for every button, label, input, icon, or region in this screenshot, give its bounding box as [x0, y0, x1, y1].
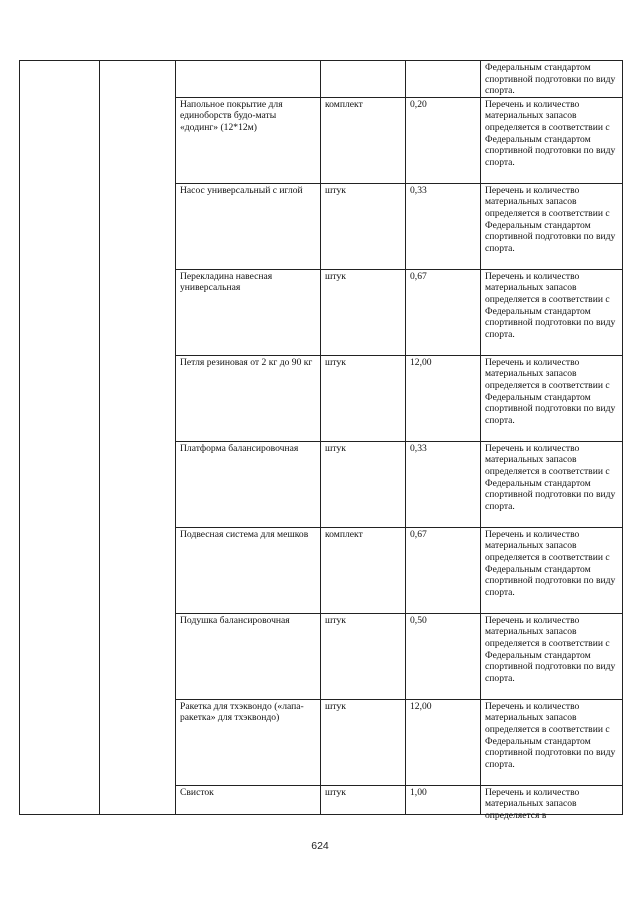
item-name-text: Напольное покрытие для единоборств будо-маты «додинг» (12*12м): [180, 98, 283, 133]
unit-text: комплект: [325, 528, 363, 540]
unit-cell: [321, 441, 406, 527]
note-text: Перечень и количество материальных запасов определяется в соответствии с Федеральным стандартом спортивной подготовки по виду спорта.: [485, 98, 616, 168]
unit-cell: [321, 527, 406, 613]
item-name-text: Ракетка для тхэквондо («лапа-ракетка» для тхэквондо): [180, 700, 304, 724]
unit-cell: [321, 613, 406, 699]
unit-cell: [321, 785, 406, 814]
item-name-text: Платформа балансировочная: [180, 442, 299, 454]
unit-text: штук: [325, 700, 346, 712]
note-cell: [481, 613, 623, 699]
quantity-cell: [406, 183, 481, 269]
note-text: Перечень и количество материальных запасов определяется в соответствии с Федеральным стандартом спортивной подготовки по виду спорта.: [485, 614, 616, 684]
item-name-cell: [176, 527, 321, 613]
quantity-cell: [406, 699, 481, 785]
unit-cell: [321, 699, 406, 785]
inventory-table: [19, 60, 623, 821]
note-cell: [481, 699, 623, 785]
note-text: Перечень и количество материальных запасов определяется в: [485, 786, 580, 821]
item-name-cell: [176, 97, 321, 183]
item-name-text: Насос универсальный с иглой: [180, 184, 303, 196]
note-cell: [481, 269, 623, 355]
note-text: Перечень и количество материальных запасов определяется в соответствии с Федеральным стандартом спортивной подготовки по виду спорта.: [485, 356, 616, 426]
quantity-cell: [406, 785, 481, 814]
quantity-text: 12,00: [410, 700, 432, 712]
note-cell: [481, 183, 623, 269]
quantity-cell: [406, 97, 481, 183]
unit-cell: [321, 355, 406, 441]
quantity-cell: [406, 61, 481, 98]
item-name-cell: [176, 785, 321, 814]
table-row-continuation: [20, 61, 623, 98]
item-name-cell: [176, 61, 321, 98]
note-text: Перечень и количество материальных запасов определяется в соответствии с Федеральным стандартом спортивной подготовки по виду спорта.: [485, 270, 616, 340]
note-text: Перечень и количество материальных запасов определяется в соответствии с Федеральным стандартом спортивной подготовки по виду спорта.: [485, 442, 616, 512]
note-cell: [481, 527, 623, 613]
quantity-cell: [406, 613, 481, 699]
item-name-text: Подвесная система для мешков: [180, 528, 309, 540]
quantity-cell: [406, 441, 481, 527]
unit-cell: [321, 269, 406, 355]
note-text: Перечень и количество материальных запасов определяется в соответствии с Федеральным стандартом спортивной подготовки по виду спорта.: [485, 700, 616, 770]
quantity-cell: [406, 527, 481, 613]
note-cell: [481, 61, 623, 98]
item-name-cell: [176, 269, 321, 355]
merged-column-1: [20, 61, 100, 815]
item-name-cell: [176, 699, 321, 785]
quantity-cell: [406, 269, 481, 355]
item-name-text: Перекладина навесная универсальная: [180, 270, 273, 294]
quantity-text: 0,67: [410, 270, 427, 282]
quantity-text: 1,00: [410, 786, 427, 798]
unit-cell: [321, 183, 406, 269]
page-number: 624: [311, 840, 329, 852]
note-text: Перечень и количество материальных запасов определяется в соответствии с Федеральным стандартом спортивной подготовки по виду спорта.: [485, 528, 616, 598]
quantity-text: 12,00: [410, 356, 432, 368]
quantity-text: 0,67: [410, 528, 427, 540]
unit-text: штук: [325, 442, 346, 454]
note-text: Перечень и количество материальных запасов определяется в соответствии с Федеральным стандартом спортивной подготовки по виду спорта.: [485, 184, 616, 254]
note-cell: [481, 355, 623, 441]
quantity-cell: [406, 355, 481, 441]
unit-text: штук: [325, 270, 346, 282]
item-name-cell: [176, 613, 321, 699]
merged-column-2: [100, 61, 176, 815]
item-name-text: Петля резиновая от 2 кг до 90 кг: [180, 356, 313, 368]
unit-cell: [321, 61, 406, 98]
item-name-cell: [176, 441, 321, 527]
item-name-cell: [176, 355, 321, 441]
item-name-text: Свисток: [180, 786, 214, 798]
quantity-text: 0,33: [410, 442, 427, 454]
unit-text: штук: [325, 184, 346, 196]
note-text: Федеральным стандартом спортивной подготовки по виду спорта.: [485, 62, 616, 97]
quantity-text: 0,33: [410, 184, 427, 196]
item-name-cell: [176, 183, 321, 269]
quantity-text: 0,20: [410, 98, 427, 110]
unit-text: штук: [325, 786, 346, 798]
note-cell: [481, 785, 623, 821]
unit-cell: [321, 97, 406, 183]
unit-text: штук: [325, 614, 346, 626]
note-cell: [481, 441, 623, 527]
note-cell: [481, 97, 623, 183]
unit-text: штук: [325, 356, 346, 368]
table-body: [20, 61, 623, 821]
item-name-text: Подушка балансировочная: [180, 614, 290, 626]
unit-text: комплект: [325, 98, 363, 110]
quantity-text: 0,50: [410, 614, 427, 626]
